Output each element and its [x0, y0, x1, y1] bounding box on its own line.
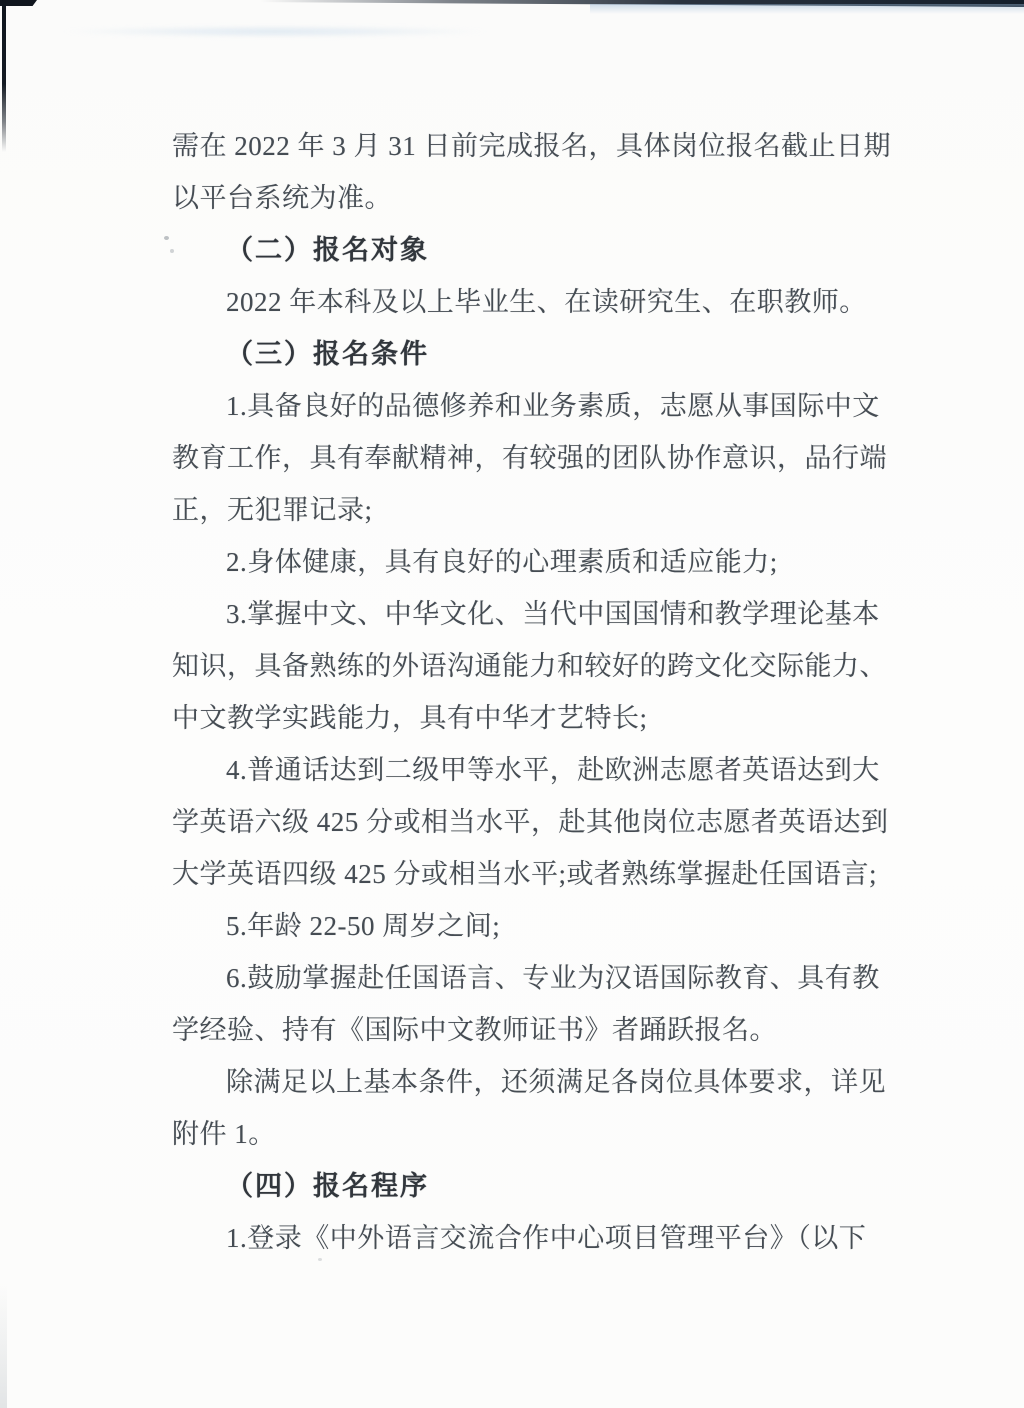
- doc-line-req2: 2.身体健康，具有良好的心理素质和适应能力;: [226, 547, 778, 577]
- doc-line-req3-3: 中文教学实践能力，具有中华才艺特长;: [172, 703, 648, 733]
- doc-line-deadline-2: 以平台系统为准。: [172, 183, 392, 213]
- doc-line-req6-1: 6.鼓励掌握赴任国语言、专业为汉语国际教育、具有教: [226, 963, 880, 993]
- doc-line-req4-3: 大学英语四级 425 分或相当水平;或者熟练掌握赴任国语言;: [172, 859, 878, 889]
- scan-artifact-blue-smudge: [60, 26, 490, 37]
- doc-line-req1-1: 1.具备良好的品德修养和业务素质，志愿从事国际中文: [226, 391, 880, 421]
- section-heading-4-procedure: （四）报名程序: [226, 1171, 429, 1201]
- doc-line-req1-2: 教育工作，具有奉献精神，有较强的团队协作意识，品行端: [172, 443, 887, 473]
- scan-artifact-speck: [164, 236, 169, 240]
- doc-line-req4-1: 4.普通话达到二级甲等水平，赴欧洲志愿者英语达到大: [226, 755, 880, 785]
- doc-line-deadline-1: 需在 2022 年 3 月 31 日前完成报名，具体岗位报名截止日期: [172, 131, 891, 161]
- scan-artifact-corner-mark-vertical: [2, 0, 6, 152]
- doc-line-targets: 2022 年本科及以上毕业生、在读研究生、在职教师。: [226, 287, 867, 317]
- doc-line-req6-2: 学经验、持有《国际中文教师证书》者踊跃报名。: [172, 1015, 777, 1045]
- doc-line-req3-2: 知识，具备熟练的外语沟通能力和较好的跨文化交际能力、: [172, 651, 887, 681]
- doc-line-req4-2: 学英语六级 425 分或相当水平，赴其他岗位志愿者英语达到: [172, 807, 889, 837]
- section-heading-3-requirements: （三）报名条件: [226, 339, 429, 369]
- doc-line-extra-req-1: 除满足以上基本条件，还须满足各岗位具体要求，详见: [226, 1067, 886, 1097]
- doc-line-req3-1: 3.掌握中文、中华文化、当代中国国情和教学理论基本: [226, 599, 880, 629]
- doc-line-procedure-step1: 1.登录《中外语言交流合作中心项目管理平台》（以下: [226, 1223, 867, 1253]
- scan-artifact-top-glow: [590, 4, 1024, 14]
- document-text-block: [172, 120, 891, 1264]
- doc-line-extra-req-2: 附件 1。: [172, 1119, 276, 1149]
- doc-line-req1-3: 正，无犯罪记录;: [172, 495, 373, 525]
- scan-artifact-bottom-left-strip: [0, 1283, 7, 1408]
- section-heading-2-targets: （二）报名对象: [226, 235, 429, 265]
- doc-line-req5: 5.年龄 22-50 周岁之间;: [226, 911, 501, 941]
